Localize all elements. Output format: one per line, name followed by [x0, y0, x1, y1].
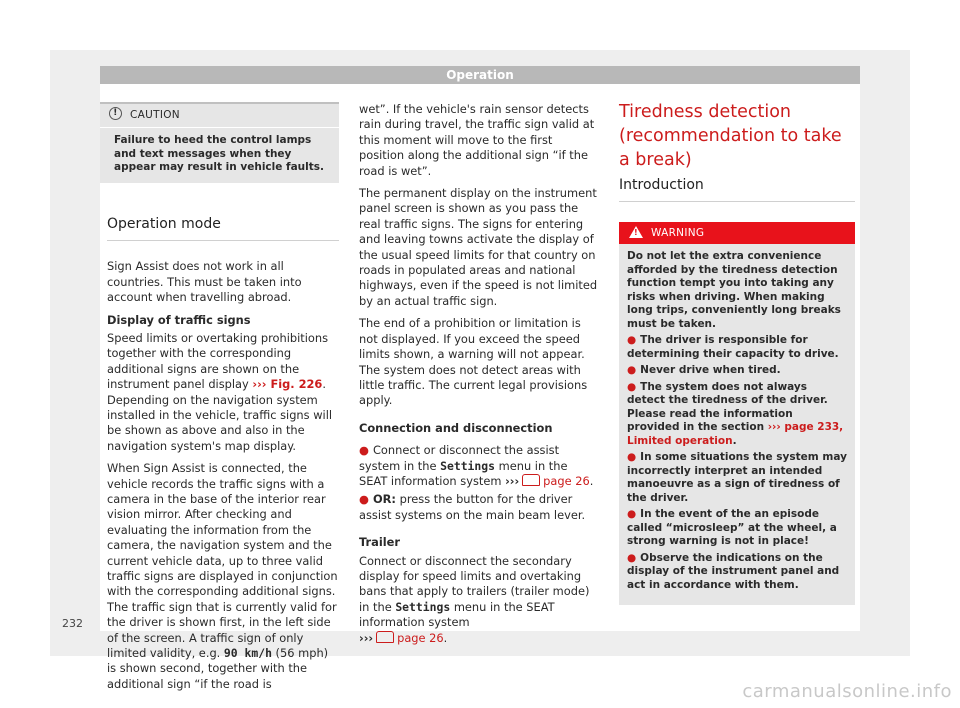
warning-bullet: ● In some situations the system may incorrectly interpret an intended manoeuvre as a sign of tiredness of the driver.: [627, 451, 847, 504]
bullet-item: ● OR: press the button for the driver assist systems on the main beam lever.: [359, 492, 586, 522]
caution-box: [100, 102, 339, 183]
settings-menu-label: Settings: [395, 599, 451, 614]
section-title-operation-mode: Operation mode: [107, 217, 339, 241]
warning-triangle-icon: !: [629, 226, 643, 238]
warning-label: WARNING: [651, 227, 705, 240]
caution-title: [100, 104, 339, 128]
warning-bullet: ● The driver is responsible for determining their capacity to drive.: [627, 334, 839, 360]
section-link[interactable]: ››› page 233, Limited operation: [627, 421, 844, 447]
paragraph: When Sign Assist is connected, the vehicle records the traffic signs with a camera in the base of the interior rear vision mirror. After checking and evaluating the information from the camera, the navigation system and the current vehicle data, up to three valid traffic signs are displayed in conjunction with the corresponding additional signs. The traffic sign that is currently valid for the driver is shown first, in the left side of the screen. A traffic sign of only limited validity, e.g. 90 km/h (56 mph) is shown second, together with the additional sign “if the road is: [107, 461, 338, 691]
column-2: [359, 102, 599, 653]
settings-menu-label: Settings: [440, 458, 495, 473]
warning-box: [619, 222, 855, 605]
reference-icon: [376, 631, 394, 643]
warning-title: [619, 222, 855, 244]
paragraph: Connect or disconnect the secondary display for speed limits and overtaking bans that apply to trailers (trailer mode) in the Settings menu in the SEAT information system ››› page 26.: [359, 553, 590, 645]
warning-text: [619, 244, 855, 605]
page-link[interactable]: page 26: [543, 473, 590, 488]
figure-link[interactable]: ››› Fig. 226: [252, 377, 323, 392]
bullet-item: ● Connect or disconnect the assist system in the Settings menu in the SEAT information system ››› page 26.: [359, 443, 594, 488]
paragraph: The permanent display on the instrument panel screen is shown as you pass the real traffic signs. The signs for entering and leaving towns activate the display of the usual speed limits for that country on roads in populated areas and national highways, even if the speed is not limited by an actual traffic sign.: [359, 186, 598, 308]
subheading-display: Display of traffic signs: [107, 312, 251, 327]
caution-label: CAUTION: [130, 109, 180, 121]
subheading-trailer: Trailer: [359, 535, 400, 550]
subheading-connection: Connection and disconnection: [359, 420, 553, 435]
info-circle-icon: !: [109, 107, 122, 120]
column-1: [107, 102, 339, 699]
paragraph: Speed limits or overtaking prohibitions together with the corresponding additional signs are shown on the instrument panel display ››› Fig. 226. Depending on the navigation system installed in the vehicle, traffic signs will be shown as above and also in the navigation system's map display.: [107, 330, 333, 453]
paragraph: The end of a prohibition or limitation is not displayed. If you exceed the speed limits shown, a warning will not appear. The system does not detect areas with little traffic. The current legal provisions apply.: [359, 316, 588, 408]
page-header: Operation: [100, 66, 860, 84]
speed-value: 90 km/h: [223, 646, 272, 661]
warning-bullet: ● In the event of the an episode called “microsleep” at the wheel, a strong warning is not in place!: [627, 508, 837, 548]
bullet-icon: ●: [359, 443, 369, 458]
manual-page: [100, 66, 860, 691]
column-3: [619, 102, 855, 605]
caution-text: Failure to heed the control lamps and text messages when they appear may result in vehicle faults.: [114, 134, 325, 174]
page-link[interactable]: page 26: [397, 630, 444, 645]
warning-bullet: ● The system does not always detect the tiredness of the driver. Please read the information provided in the section ››› page 233, Limited operation.: [627, 380, 844, 447]
heading-tiredness-detection: Tiredness detection (recommendation to take a break): [619, 102, 842, 170]
subheading-introduction: Introduction: [619, 178, 855, 202]
bullet-icon: ●: [359, 492, 369, 507]
reference-icon: [522, 474, 540, 486]
paragraph: wet”. If the vehicle's rain sensor detects rain during travel, the traffic sign valid at this moment will move to the first position along the additional sign “if the road is wet”.: [359, 102, 595, 178]
warning-paragraph: Do not let the extra convenience afforded by the tiredness detection function tempt you into taking any risks when driving. When making long trips, conveniently long breaks must be taken.: [627, 250, 841, 330]
warning-bullet: ● Observe the indications on the display of the instrument panel and act in accordance with them.: [627, 551, 840, 591]
warning-bullet: ● Never drive when tired.: [627, 364, 781, 377]
page-number: 232: [62, 617, 83, 630]
paragraph: Sign Assist does not work in all countries. This must be taken into account when travelling abroad.: [107, 259, 302, 305]
watermark: carmanualsonline.info: [742, 681, 952, 702]
